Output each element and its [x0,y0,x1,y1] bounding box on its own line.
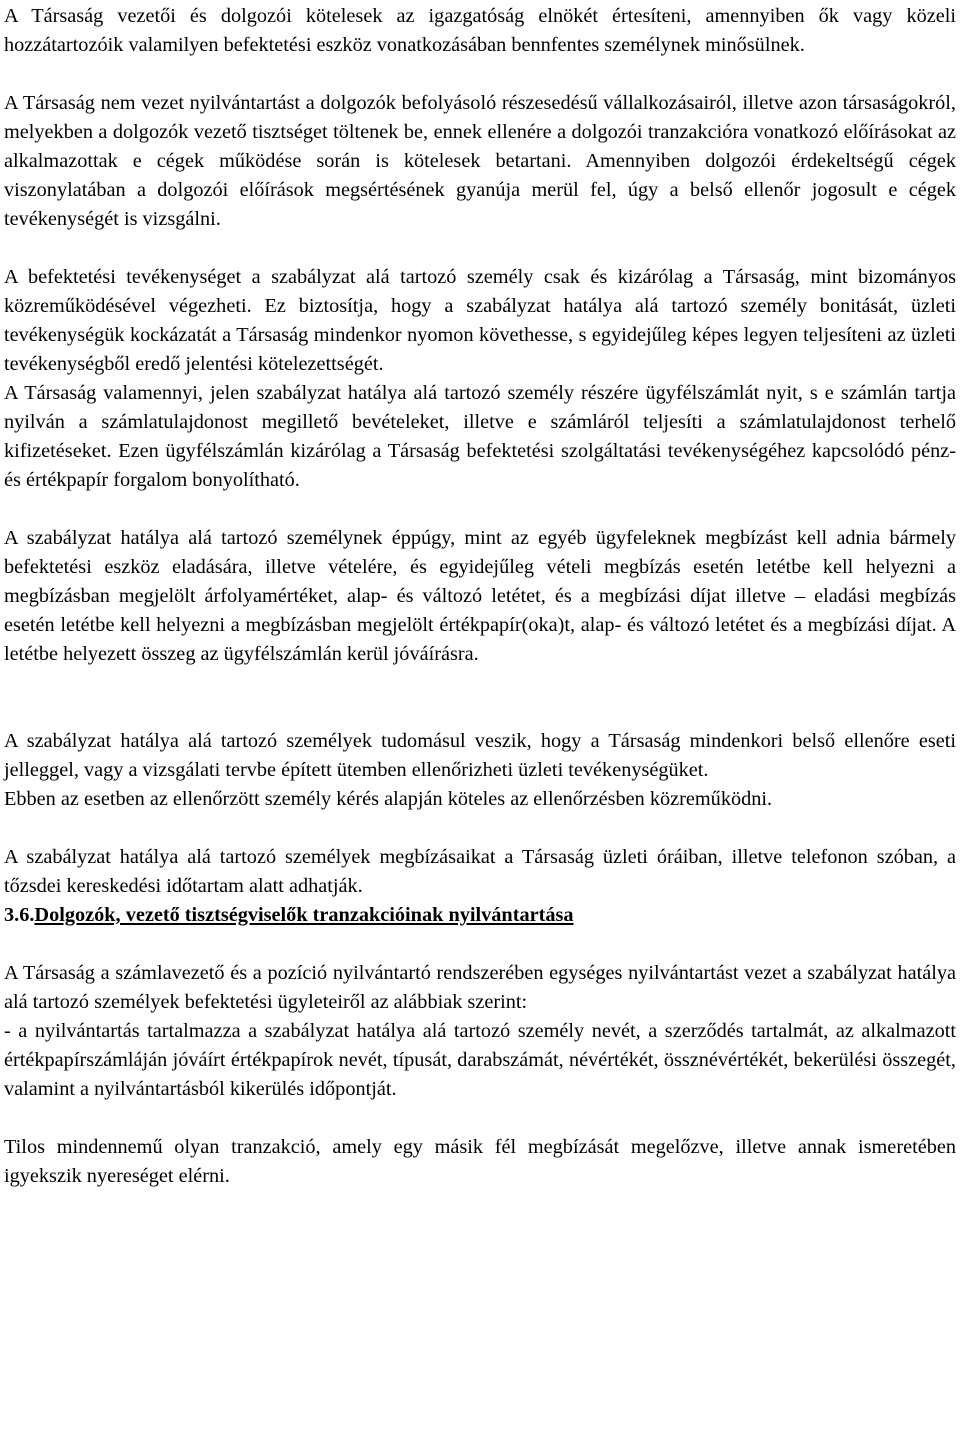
paragraph-registry-contents: - a nyilvántartás tartalmazza a szabályzat hatálya alá tartozó személy nevét, a szerződés tartalmát, az alkalmazott értékpapírszámláján jóváírt értékpapírok nevét, típusát, darabszámát, névértékét, össznévértékét, bekerülési összegét, valamint a nyilvántartásból kikerülés időpontját. [4,1020,956,1100]
paragraph-registry-intro: A Társaság a számlavezető és a pozíció nyilvántartó rendszerében egységes nyilvántartást vezet a szabályzat hatálya alá tartozó személyek befektetési ügyleteiről az alábbiak szerint: [4,962,956,1013]
paragraph-front-running-ban: Tilos mindennemű olyan tranzakció, amely egy másik fél megbízását megelőzve, illetve annak ismeretében igyekszik nyereséget elérni. [4,1136,956,1187]
paragraph-audit-cooperation: Ebben az esetben az ellenőrzött személy kérés alapján köteles az ellenőrzésben közreműködni. [4,788,773,810]
paragraph-order-placement: A szabályzat hatálya alá tartozó személynek éppúgy, mint az egyéb ügyfeleknek megbízást kell adnia bármely befektetési eszköz eladására, illetve vételére, és egyidejűleg vételi megbízás esetén letétbe kell helyezni a megbízásban megjelölt árfolyamértéket, alap- és változó letétet, és a megbízási díjat illetve – eladási megbízás esetén letétbe kell helyezni a megbízásban megjelölt értékpapír(oka)t, alap- és változó letétet és a megbízási díjat. A letétbe helyezett összeg az ügyfélszámlán kerül jóváírásra. [4,527,956,665]
paragraph-insider-notification: A Társaság vezetői és dolgozói kötelesek az igazgatóság elnökét értesíteni, amennyiben ők vagy közeli hozzátartozóik valamilyen befektetési eszköz vonatkozásában bennfentes személynek minősülnek. [4,5,956,56]
section-heading [4,901,956,930]
paragraph-employee-companies: A Társaság nem vezet nyilvántartást a dolgozók befolyásoló részesedésű vállalkozásairól, illetve azon társaságokról, melyekben a dolgozók vezető tisztséget töltenek be, ennek ellenére a dolgozói tranzakcióra vonatkozó előírásokat az alkalmazottak e cégek működése során is kötelesek betartani. Amennyiben dolgozói érdekeltségű cégek viszonylatában a dolgozói előírások megsértésének gyanúja merül fel, úgy a belső ellenőr jogosult e cégek tevékenységét is vizsgálni. [4,92,956,230]
paragraph-internal-audit: A szabályzat hatálya alá tartozó személyek tudomásul veszik, hogy a Társaság mindenkori belső ellenőre eseti jelleggel, vagy a vizsgálati tervbe épített ütemben ellenőrizheti üzleti tevékenységüket. [4,730,956,781]
paragraph-investment-activity: A befektetési tevékenységet a szabályzat alá tartozó személy csak és kizárólag a Társaság, mint bizományos közreműködésével végezheti. Ez biztosítja, hogy a szabályzat hatálya alá tartozó személy bonitását, üzleti tevékenységük kockázatát a Társaság mindenkor nyomon követhesse, s egyidejűleg képes legyen teljesíteni az üzleti tevékenységből eredő jelentési kötelezettségét. [4,266,956,375]
paragraph-order-hours: A szabályzat hatálya alá tartozó személyek megbízásaikat a Társaság üzleti óráiban, illetve telefonon szóban, a tőzsdei kereskedési időtartam alatt adhatják. [4,846,956,897]
paragraph-client-account: A Társaság valamennyi, jelen szabályzat hatálya alá tartozó személy részére ügyfélszámlát nyit, s e számlán tartja nyilván a számlatulajdonost megillető bevételeket, illetve e számláról teljesíti a számlatulajdonost terhelő kifizetéseket. Ezen ügyfélszámlán kizárólag a Társaság befektetési szolgáltatási tevékenységéhez kapcsolódó pénz- és értékpapír forgalom bonyolítható. [4,382,956,491]
section-title: Dolgozók, vezető tisztségviselők tranzakcióinak nyilvántartása [34,904,574,926]
section-number: 3.6. [4,904,35,926]
